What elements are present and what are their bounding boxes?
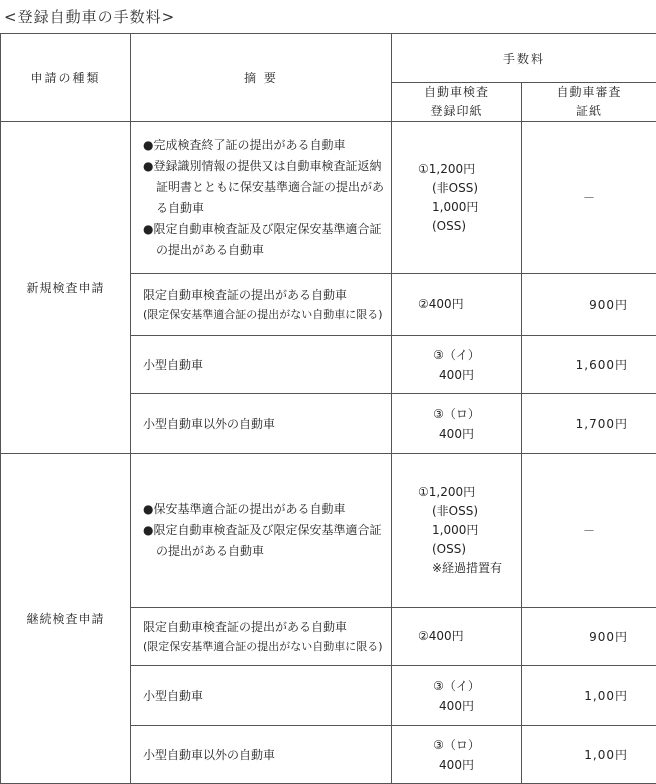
keizoku-row3-summary: 小型自動車 (131, 666, 392, 726)
list-item: ●登録識別情報の提供又は自動車検査証返納証明書とともに保安基準適合証の提出がある自動車 (143, 158, 385, 215)
shinki-row2-fee: ②400円 (392, 274, 522, 336)
list-item: ●限定自動車検査証及び限定保安基準適合証の提出がある自動車 (143, 221, 382, 257)
header-stamp2-line2: 証紙 (576, 104, 603, 118)
shinki-row4-fee (392, 394, 522, 454)
summary-note: (限定保安基準適合証の提出がない自動車に限る) (143, 307, 383, 321)
fee-line: ③（ロ） (433, 406, 480, 421)
fee-line: ③（イ） (433, 678, 480, 693)
fee-line: 400円 (439, 426, 474, 441)
keizoku-row1-summary (131, 454, 392, 608)
header-fee: 手数料 (392, 34, 656, 83)
fee-line: (OSS) (432, 542, 467, 556)
fee-line: 400円 (439, 757, 474, 772)
fee-line: (非OSS) (432, 504, 479, 518)
list-item: ●完成検査終了証の提出がある自動車 (143, 137, 346, 152)
keizoku-row2-stamp2: 900円 (522, 608, 656, 666)
fee-line: 1,000円 (432, 523, 479, 537)
keizoku-row2-summary (131, 608, 392, 666)
keizoku-row4-fee (392, 726, 522, 784)
header-type: 申請の種類 (1, 34, 131, 122)
shinki-row3-stamp2: 1,600円 (522, 336, 656, 394)
shinki-row4-summary: 小型自動車以外の自動車 (131, 394, 392, 454)
fee-note: ※経過措置有 (432, 561, 503, 575)
shinki-row2-stamp2: 900円 (522, 274, 656, 336)
fee-line: 400円 (439, 698, 474, 713)
keizoku-row4-stamp2: 1,00円 (522, 726, 656, 784)
shinki-row2-summary (131, 274, 392, 336)
header-stamp1-line2: 登録印紙 (430, 104, 483, 118)
shinki-row3-fee (392, 336, 522, 394)
header-stamp1 (392, 83, 522, 122)
keizoku-row3-fee (392, 666, 522, 726)
keizoku-row4-summary: 小型自動車以外の自動車 (131, 726, 392, 784)
fee-line: ③（ロ） (433, 737, 480, 752)
header-stamp2 (522, 83, 656, 122)
header-stamp1-line1: 自動車検査 (423, 85, 489, 99)
fee-line: 1,000円 (432, 199, 479, 214)
category-shinki: 新規検査申請 (1, 122, 131, 454)
fee-line: ③（イ） (433, 347, 480, 362)
summary-text: 限定自動車検査証の提出がある自動車 (143, 619, 348, 634)
fee-line: (非OSS) (432, 180, 479, 195)
list-item: ●限定自動車検査証及び限定保安基準適合証の提出がある自動車 (143, 523, 382, 558)
summary-note: (限定保安基準適合証の提出がない自動車に限る) (143, 639, 383, 653)
shinki-row1-stamp2: － (522, 122, 656, 274)
keizoku-row1-stamp2: － (522, 454, 656, 608)
header-summary: 摘 要 (131, 34, 392, 122)
fee-line: (OSS) (432, 218, 467, 233)
shinki-row4-stamp2: 1,700円 (522, 394, 656, 454)
list-item: ●保安基準適合証の提出がある自動車 (143, 502, 346, 516)
keizoku-row3-stamp2: 1,00円 (522, 666, 656, 726)
keizoku-row2-fee: ②400円 (392, 608, 522, 666)
keizoku-row1-fee (392, 454, 522, 608)
category-keizoku: 継続検査申請 (1, 454, 131, 784)
fee-line: ①1,200円 (418, 485, 476, 499)
fee-line: ①1,200円 (418, 161, 476, 176)
shinki-row1-summary (131, 122, 392, 274)
shinki-row3-summary: 小型自動車 (131, 336, 392, 394)
page-title: <登録自動車の手数料> (4, 8, 176, 26)
fee-table (0, 33, 656, 784)
fee-line: 400円 (439, 367, 474, 382)
header-stamp2-line1: 自動車審査 (556, 85, 622, 99)
shinki-row1-fee (392, 122, 522, 274)
summary-text: 限定自動車検査証の提出がある自動車 (143, 287, 348, 302)
